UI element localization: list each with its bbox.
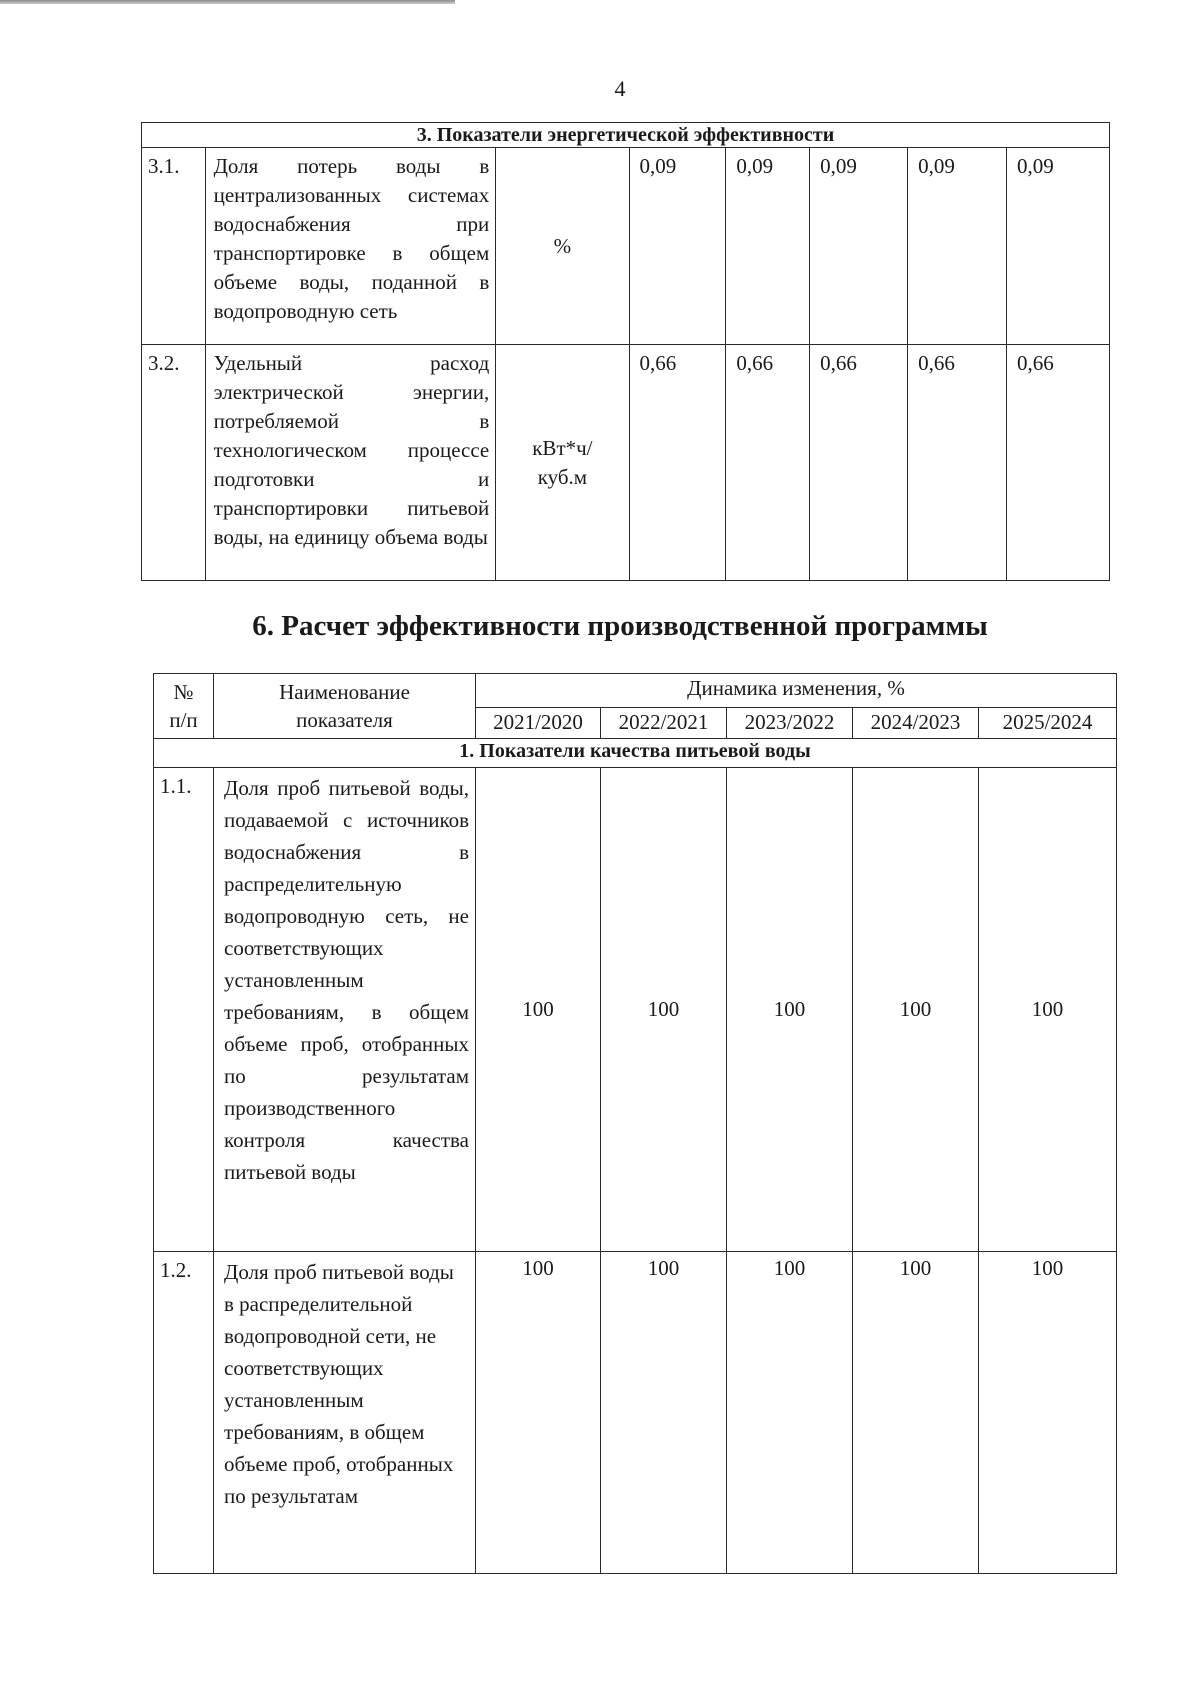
table-row [142,345,1110,581]
value-cell: 100 [476,1252,601,1574]
value-cell: 100 [853,768,979,1252]
section-header-row [154,739,1117,768]
value-cell: 0,66 [629,345,726,581]
period-header: 2021/2020 [476,708,601,739]
value-cell: 100 [476,768,601,1252]
value-cell: 100 [727,1252,853,1574]
indicator-name: Удельный расход электрической энергии, потребляемой в технологическом процессе подготовки и транспортировки питьевой воды, на единицу объема воды [205,345,496,581]
table-row [154,1252,1117,1574]
period-header: 2023/2022 [727,708,853,739]
header-name [214,674,476,739]
indicator-name: Доля проб питьевой воды, подаваемой с источников водоснабжения в распределительную водопроводную сеть, не соответствующих установленным требованиям, в общем объеме проб, отобранных по результатам производственного контроля качества питьевой воды [214,768,476,1252]
value-cell: 0,66 [810,345,908,581]
period-header: 2022/2021 [601,708,727,739]
unit-cell: % [496,148,629,345]
value-cell: 0,09 [1006,148,1109,345]
header-number [154,674,214,739]
value-cell: 100 [853,1252,979,1574]
scan-edge-artifact [0,0,455,4]
value-cell: 0,09 [726,148,810,345]
value-cell: 100 [601,768,727,1252]
table-row [142,148,1110,345]
indicator-name: Доля проб питьевой воды в распределительной водопроводной сети, не соответствующих установленным требованиям, в общем объеме проб, отобранных по результатам [214,1252,476,1574]
section-header-row [142,123,1110,148]
section-title: 1. Показатели качества питьевой воды [154,739,1117,768]
unit-line: куб.м [537,464,588,489]
value-cell: 0,66 [908,345,1007,581]
energy-efficiency-table [141,122,1110,581]
row-number: 3.1. [142,148,206,345]
value-cell: 0,09 [810,148,908,345]
value-cell: 100 [727,768,853,1252]
row-number: 3.2. [142,345,206,581]
row-number: 1.1. [154,768,214,1252]
table-row [154,768,1117,1252]
efficiency-table [153,673,1117,1574]
indicator-name: Доля потерь воды в централизованных системах водоснабжения при транспортировке в общем объеме воды, поданной в водопроводную сеть [205,148,496,345]
period-header: 2025/2024 [979,708,1117,739]
header-row [154,674,1117,708]
value-cell: 100 [979,1252,1117,1574]
header-text: № [173,680,194,704]
unit-cell [496,345,629,581]
period-header: 2024/2023 [853,708,979,739]
value-cell: 0,09 [908,148,1007,345]
row-number: 1.2. [154,1252,214,1574]
value-cell: 0,66 [726,345,810,581]
page-number: 4 [614,76,626,101]
header-text: показателя [296,708,393,732]
value-cell: 100 [601,1252,727,1574]
header-dynamics: Динамика изменения, % [476,674,1117,708]
value-cell: 0,09 [629,148,726,345]
header-text: п/п [169,708,198,732]
header-text: Наименование [279,680,410,704]
unit-line: кВт*ч/ [532,435,593,460]
value-cell: 0,66 [1006,345,1109,581]
section-title: 3. Показатели энергетической эффективности [142,123,1110,148]
section-heading: 6. Расчет эффективности производственной программы [252,610,988,642]
value-cell: 100 [979,768,1117,1252]
